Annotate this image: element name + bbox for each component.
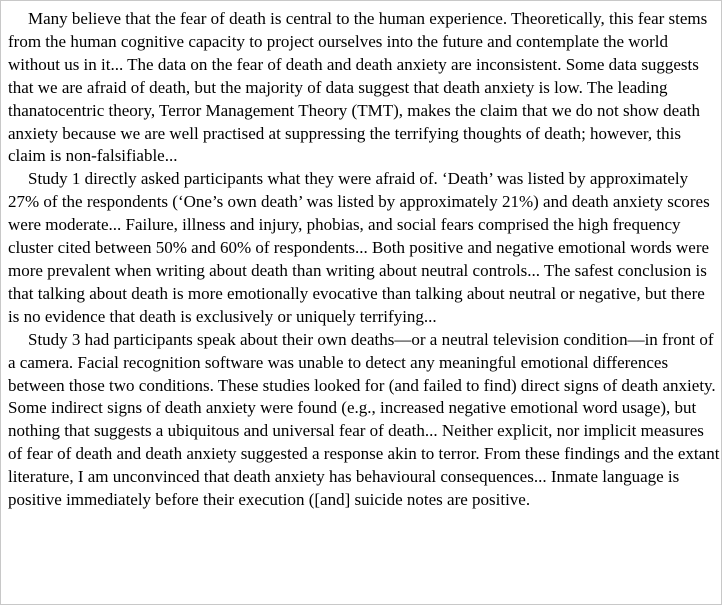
paragraph-study-1: Study 1 directly asked participants what they were afraid of. ‘Death’ was listed by approximately 27% of the respondents (‘One’s own death’ was listed by approximately 21%) and death anxiety scores were moderate... Failure, illness and injury, phobias, and social fears comprised the high frequency cluster cited between 50% and 60% of respondents... Both positive and negative emotional words were more prevalent when writing about death than writing about neutral controls... The safest conclusion is that talking about death is more emotionally evocative than talking about neutral or negative, but there is no evidence that death is exclusively or uniquely terrifying... <box>8 169 710 326</box>
paragraph-study-3: Study 3 had participants speak about their own deaths—or a neutral television condition—in front of a camera. Facial recognition software was unable to detect any meaningful emotional differences between those two conditions. These studies looked for (and failed to find) direct signs of death anxiety. Some indirect signs of death anxiety were found (e.g., increased negative emotional word usage), but nothing that suggests a ubiquitous and universal fear of death... Neither explicit, nor implicit measures of fear of death and death anxiety suggested a response akin to terror. From these findings and the extant literature, I am unconvinced that death anxiety has behavioural consequences... Inmate language is positive immediately before their execution ([and] suicide notes are positive. <box>8 329 720 510</box>
paragraph-intro: Many believe that the fear of death is central to the human experience. Theoretically, this fear stems from the human cognitive capacity to project ourselves into the future and contemplate the world without us in it... The data on the fear of death and death anxiety are inconsistent. Some data suggests that we are afraid of death, but the majority of data suggest that death anxiety is low. The leading thanatocentric theory, Terror Management Theory (TMT), makes the claim that we do not show death anxiety because we are well practised at suppressing the terrifying thoughts of death; however, this claim is non-falsifiable... <box>8 9 708 166</box>
document-text-body <box>8 8 720 512</box>
